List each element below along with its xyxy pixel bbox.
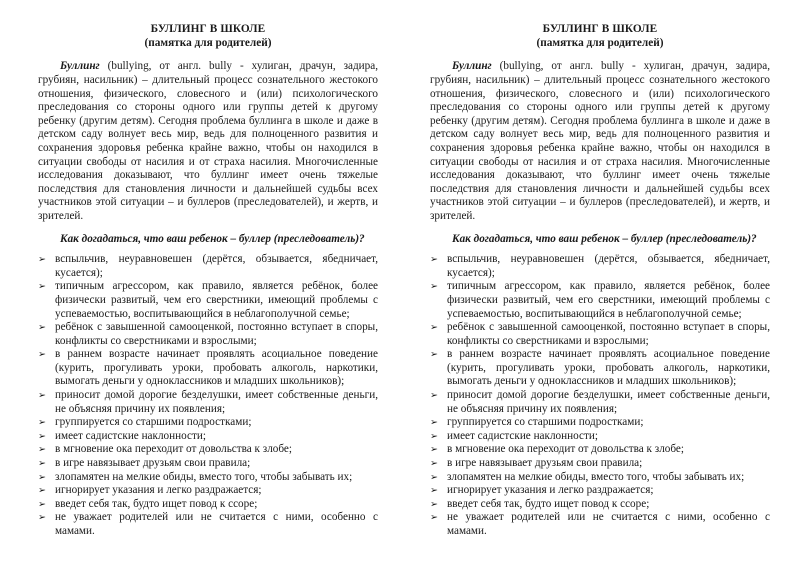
term-bullying: Буллинг <box>60 60 100 73</box>
list-item-label: злопамятен на мелкие обиды, вместо того, чтобы забывать их; <box>447 470 745 483</box>
page-subtitle: (памятка для родителей) <box>144 37 272 50</box>
list-item <box>430 253 770 280</box>
arrow-bullet-icon: ➢ <box>38 349 46 361</box>
list-item-label: типичным агрессором, как правило, является ребёнок, более физически развитый, чем его сверстники, имеющий проблемы с успеваемостью, воспитывающийся в неблагополучной семье; <box>447 280 770 320</box>
list-item-label: злопамятен на мелкие обиды, вместо того, чтобы забывать их; <box>55 470 353 483</box>
arrow-bullet-icon: ➢ <box>430 349 438 361</box>
list-item <box>38 389 378 416</box>
arrow-bullet-icon: ➢ <box>38 444 46 456</box>
arrow-bullet-icon: ➢ <box>38 430 46 442</box>
list-item-label: в раннем возрасте начинает проявлять асоциальное поведение (курить, прогуливать уроки, пробовать алкоголь, наркотики, вымогать деньги у одноклассников и младших школьников); <box>55 348 378 388</box>
arrow-bullet-icon: ➢ <box>38 512 46 524</box>
list-item-label: группируется со старшими подростками; <box>55 416 252 429</box>
page-title: БУЛЛИНГ В ШКОЛЕ <box>542 23 658 35</box>
list-item <box>38 511 378 538</box>
list-item <box>430 484 770 498</box>
list-item-label: имеет садистские наклонности; <box>447 429 598 442</box>
list-item-label: введет себя так, будто ищет повод к ссоре; <box>447 497 650 510</box>
arrow-bullet-icon: ➢ <box>38 254 46 266</box>
list-item <box>38 484 378 498</box>
arrow-bullet-icon: ➢ <box>38 485 46 497</box>
list-item-label: не уважает родителей или не считается с ними, особенно с мамами. <box>55 511 378 537</box>
list-item <box>38 443 378 457</box>
arrow-bullet-icon: ➢ <box>430 281 438 293</box>
arrow-bullet-icon: ➢ <box>38 498 46 510</box>
list-item-label: ребёнок с завышенной самооценкой, постоянно вступает в споры, конфликты со сверстниками и взрослыми; <box>447 321 770 347</box>
list-item <box>38 280 378 321</box>
arrow-bullet-icon: ➢ <box>38 281 46 293</box>
list-item-label: не уважает родителей или не считается с ними, особенно с мамами. <box>447 511 770 537</box>
list-item-label: в мгновение ока переходит от довольства к злобе; <box>55 443 292 456</box>
arrow-bullet-icon: ➢ <box>430 485 438 497</box>
arrow-bullet-icon: ➢ <box>430 444 438 456</box>
arrow-bullet-icon: ➢ <box>430 498 438 510</box>
list-item <box>430 389 770 416</box>
intro-body: (bullying, от англ. bully - хулиган, драчун, задира, грубиян, насильник) – длительный процесс сознательного жестокого отношения, физического, словесного и (или) психологического преследования со стороны одного или группы детей к другому ребенку (другим детям). Сегодня проблема буллинга в школе и даже в детском саду волнует весь мир, ведь для полноценного развития и сохранения здоровья ребенка крайне важно, чтобы он находился в ситуации свободы от насилия и от страха насилия. Многочисленные исследования доказывают, что буллинг имеет очень тяжелые последствия для становления личности и дальнейшей судьбы всех участников этой ситуации – и буллеров (преследователей), и жертв, и зрителей. <box>38 60 378 222</box>
list-item <box>430 416 770 430</box>
list-item-label: вспыльчив, неуравновешен (дерётся, обзывается, ябедничает, кусается); <box>55 253 378 279</box>
arrow-bullet-icon: ➢ <box>38 458 46 470</box>
list-item-label: приносит домой дорогие безделушки, имеет собственные деньги, не объясняя причину их появления; <box>447 389 770 415</box>
list-item-label: типичным агрессором, как правило, является ребёнок, более физически развитый, чем его сверстники, имеющий проблемы с успеваемостью, воспитывающийся в неблагополучной семье; <box>55 280 378 320</box>
arrow-bullet-icon: ➢ <box>430 430 438 442</box>
list-item-label: вспыльчив, неуравновешен (дерётся, обзывается, ябедничает, кусается); <box>447 253 770 279</box>
list-item <box>38 321 378 348</box>
list-item <box>430 348 770 389</box>
list-item-label: группируется со старшими подростками; <box>447 416 644 429</box>
page-title: БУЛЛИНГ В ШКОЛЕ <box>150 23 266 35</box>
list-item <box>430 511 770 538</box>
arrow-bullet-icon: ➢ <box>38 471 46 483</box>
arrow-bullet-icon: ➢ <box>430 471 438 483</box>
list-item-label: игнорирует указания и легко раздражается; <box>447 484 654 497</box>
list-item <box>430 471 770 485</box>
list-item <box>430 280 770 321</box>
arrow-bullet-icon: ➢ <box>430 512 438 524</box>
list-item-label: в игре навязывает друзьям свои правила; <box>55 457 251 470</box>
intro-paragraph <box>38 60 378 223</box>
arrow-bullet-icon: ➢ <box>430 458 438 470</box>
list-item <box>430 457 770 471</box>
list-item <box>38 253 378 280</box>
page-subtitle: (памятка для родителей) <box>536 37 664 50</box>
arrow-bullet-icon: ➢ <box>430 417 438 429</box>
arrow-bullet-icon: ➢ <box>430 254 438 266</box>
intro-paragraph <box>430 60 770 223</box>
list-item-label: игнорирует указания и легко раздражается; <box>55 484 262 497</box>
trait-list <box>38 253 378 538</box>
list-item-label: в игре навязывает друзьям свои правила; <box>447 457 643 470</box>
list-item <box>38 348 378 389</box>
list-item <box>430 498 770 512</box>
list-item-label: приносит домой дорогие безделушки, имеет собственные деньги, не объясняя причину их появления; <box>55 389 378 415</box>
list-item <box>38 416 378 430</box>
list-item-label: имеет садистские наклонности; <box>55 429 206 442</box>
section-heading: Как догадаться, что ваш ребенок – буллер (преследователь)? <box>60 232 365 245</box>
list-item <box>38 498 378 512</box>
list-item <box>38 430 378 444</box>
arrow-bullet-icon: ➢ <box>430 390 438 402</box>
list-item-label: ребёнок с завышенной самооценкой, постоянно вступает в споры, конфликты со сверстниками и взрослыми; <box>55 321 378 347</box>
list-item-label: в раннем возрасте начинает проявлять асоциальное поведение (курить, прогуливать уроки, пробовать алкоголь, наркотики, вымогать деньги у одноклассников и младших школьников); <box>447 348 770 388</box>
document-column-right <box>400 0 800 566</box>
arrow-bullet-icon: ➢ <box>38 417 46 429</box>
list-item <box>430 430 770 444</box>
list-item-label: введет себя так, будто ищет повод к ссоре; <box>55 497 258 510</box>
arrow-bullet-icon: ➢ <box>430 322 438 334</box>
list-item-label: в мгновение ока переходит от довольства к злобе; <box>447 443 684 456</box>
arrow-bullet-icon: ➢ <box>38 390 46 402</box>
section-heading: Как догадаться, что ваш ребенок – буллер (преследователь)? <box>452 232 757 245</box>
term-bullying: Буллинг <box>452 60 492 73</box>
list-item <box>38 457 378 471</box>
list-item <box>430 321 770 348</box>
trait-list <box>430 253 770 538</box>
list-item <box>38 471 378 485</box>
arrow-bullet-icon: ➢ <box>38 322 46 334</box>
list-item <box>430 443 770 457</box>
intro-body: (bullying, от англ. bully - хулиган, драчун, задира, грубиян, насильник) – длительный процесс сознательного жестокого отношения, физического, словесного и (или) психологического преследования со стороны одного или группы детей к другому ребенку (другим детям). Сегодня проблема буллинга в школе и даже в детском саду волнует весь мир, ведь для полноценного развития и сохранения здоровья ребенка крайне важно, чтобы он находился в ситуации свободы от насилия и от страха насилия. Многочисленные исследования доказывают, что буллинг имеет очень тяжелые последствия для становления личности и дальнейшей судьбы всех участников этой ситуации – и буллеров (преследователей), и жертв, и зрителей. <box>430 60 770 222</box>
